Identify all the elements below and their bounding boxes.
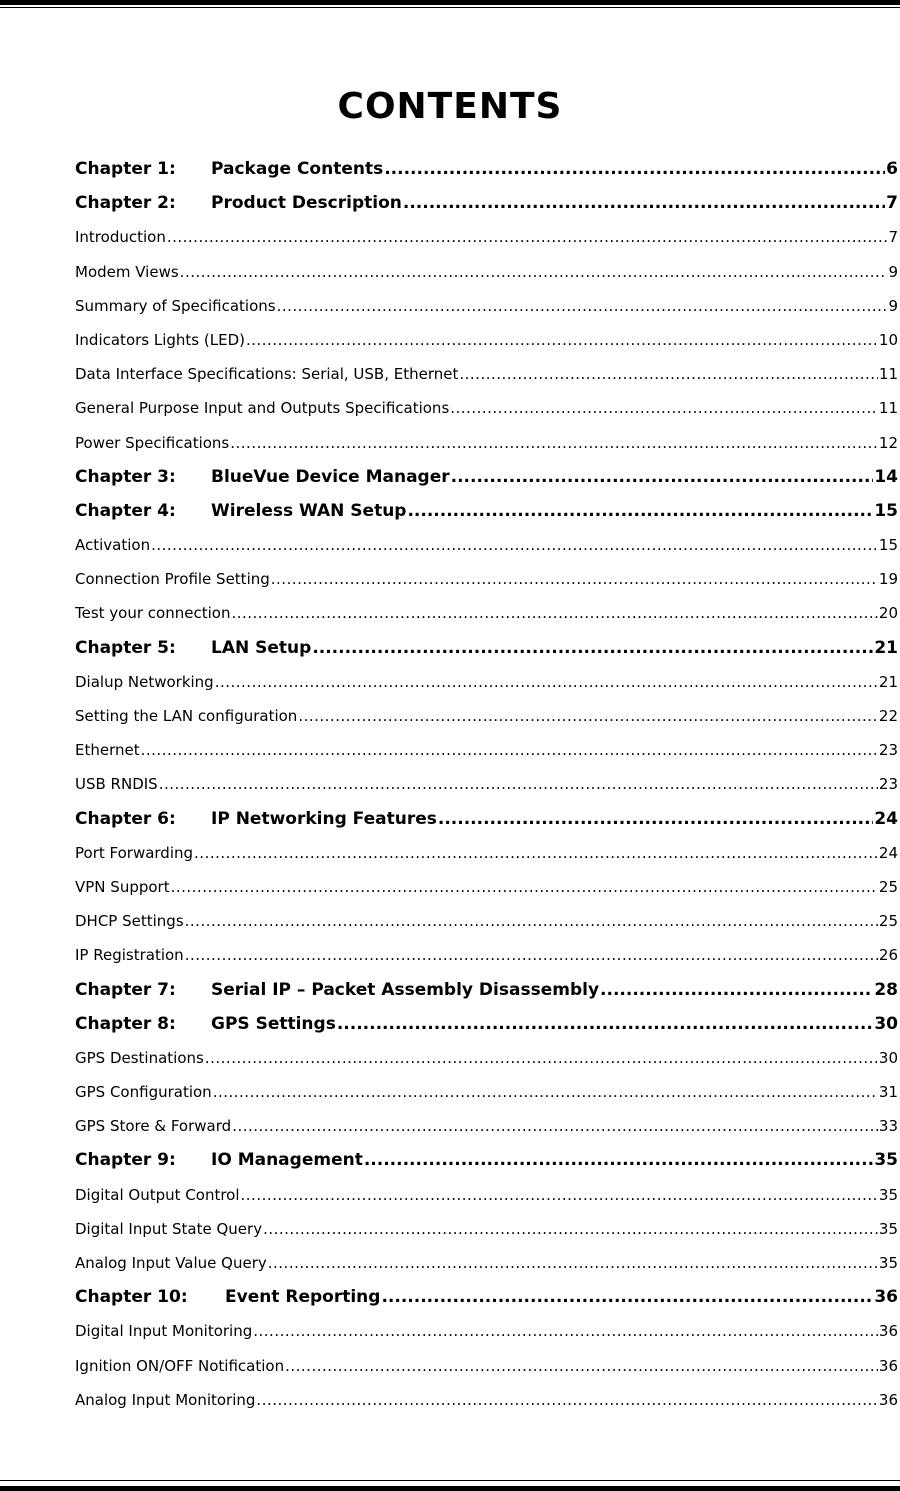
- dot-leader: [285, 1349, 878, 1383]
- dot-leader: [185, 938, 878, 972]
- chapter-number: Chapter 1:: [75, 159, 176, 179]
- dot-leader: [194, 836, 878, 870]
- dot-leader: [215, 665, 878, 699]
- page-number: 36: [874, 1287, 898, 1308]
- page-number: 35: [878, 1185, 898, 1204]
- page-number: 35: [878, 1219, 898, 1238]
- section-title: Setting the LAN configuration: [75, 707, 298, 725]
- toc-section-ignition-notification[interactable]: [75, 1349, 898, 1383]
- dot-leader: [180, 255, 888, 289]
- page-number: 24: [874, 808, 898, 829]
- page-number: 7: [886, 193, 898, 214]
- toc-section-summary-of-specifications[interactable]: [75, 289, 898, 323]
- section-title: Summary of Specifications: [75, 296, 276, 315]
- dot-leader: [205, 1041, 878, 1075]
- page-number: 24: [878, 843, 898, 862]
- toc-section-connection-profile[interactable]: [75, 562, 898, 596]
- chapter-number: Chapter 6:: [75, 808, 176, 829]
- toc-section-ip-registration[interactable]: [75, 938, 898, 972]
- dot-leader: [256, 1383, 877, 1417]
- section-title: Introduction: [75, 228, 166, 247]
- page-number: 36: [878, 1322, 898, 1341]
- dot-leader: [364, 1143, 873, 1177]
- chapter-title: Event Reporting: [225, 1287, 381, 1308]
- dot-leader: [241, 1178, 878, 1212]
- page-number: 19: [878, 570, 898, 589]
- toc-section-modem-views[interactable]: [75, 255, 898, 289]
- page-number: 25: [878, 912, 898, 931]
- dot-leader: [167, 220, 888, 254]
- dot-leader: [438, 802, 873, 836]
- section-title: Digital Input State Query: [75, 1219, 263, 1238]
- section-title: Analog Input Value Query: [75, 1254, 267, 1272]
- chapter-number: Chapter 10:: [75, 1287, 188, 1308]
- page-number: 11: [878, 399, 898, 418]
- page-number: 35: [878, 1254, 898, 1272]
- page-number: 21: [878, 672, 898, 691]
- page-number: 22: [878, 707, 898, 725]
- page-number: 12: [878, 433, 898, 452]
- dot-leader: [384, 152, 885, 186]
- toc-section-indicator-lights[interactable]: [75, 323, 898, 357]
- toc-chapter-9[interactable]: [75, 1143, 898, 1177]
- toc-section-gpio-specifications[interactable]: [75, 391, 898, 425]
- toc-section-test-connection[interactable]: [75, 596, 898, 630]
- toc-section-activation[interactable]: [75, 528, 898, 562]
- chapter-number: Chapter 4:: [75, 500, 176, 521]
- toc-chapter-7[interactable]: [75, 973, 898, 1007]
- dot-leader: [263, 1212, 878, 1246]
- toc-section-analog-input-monitoring[interactable]: [75, 1383, 898, 1417]
- page-number: 23: [878, 741, 898, 760]
- section-title: Test your connection: [75, 604, 231, 623]
- top-rule: [0, 0, 900, 8]
- dot-leader: [253, 1314, 878, 1348]
- dot-leader: [246, 323, 878, 357]
- toc-section-power-specifications[interactable]: [75, 426, 898, 460]
- table-of-contents: [75, 152, 898, 1417]
- page-number: 30: [878, 1048, 898, 1067]
- toc-section-dhcp-settings[interactable]: [75, 904, 898, 938]
- chapter-title: IO Management: [211, 1150, 363, 1171]
- section-title: Digital Output Control: [75, 1185, 240, 1204]
- toc-chapter-3[interactable]: [75, 460, 898, 494]
- dot-leader: [213, 1075, 878, 1109]
- page-number: 6: [886, 159, 898, 179]
- toc-section-introduction[interactable]: [75, 220, 898, 254]
- chapter-number: Chapter 9:: [75, 1150, 176, 1171]
- chapter-title: LAN Setup: [211, 637, 312, 658]
- chapter-number: Chapter 5:: [75, 637, 176, 658]
- page-number: 21: [874, 637, 898, 658]
- toc-section-data-interface[interactable]: [75, 357, 898, 391]
- section-title: GPS Destinations: [75, 1048, 204, 1067]
- page-title: CONTENTS: [337, 86, 563, 127]
- page-number: 9: [888, 296, 898, 315]
- toc-section-usb-rndis[interactable]: [75, 767, 898, 801]
- section-title: Dialup Networking: [75, 672, 214, 691]
- section-title: Analog Input Monitoring: [75, 1390, 256, 1409]
- page-number: 14: [874, 466, 898, 487]
- toc-chapter-5[interactable]: [75, 631, 898, 665]
- section-title: Digital Input Monitoring: [75, 1322, 253, 1341]
- section-title: Activation: [75, 536, 151, 555]
- section-title: GPS Configuration: [75, 1083, 212, 1102]
- page-number: 15: [878, 536, 898, 555]
- dot-leader: [403, 186, 885, 220]
- toc-chapter-10[interactable]: [75, 1280, 898, 1314]
- dot-leader: [451, 460, 874, 494]
- toc-section-digital-input-state-query[interactable]: [75, 1212, 898, 1246]
- toc-section-dialup-networking[interactable]: [75, 665, 898, 699]
- dot-leader: [271, 562, 878, 596]
- page-number: 9: [888, 262, 898, 281]
- section-title: Port Forwarding: [75, 843, 194, 862]
- dot-leader: [337, 1007, 874, 1041]
- dot-leader: [159, 767, 878, 801]
- dot-leader: [381, 1280, 873, 1314]
- page-number: 15: [874, 500, 898, 521]
- chapter-title: IP Networking Features: [211, 808, 437, 829]
- chapter-number: Chapter 7:: [75, 979, 176, 1000]
- section-title: Indicators Lights (LED): [75, 330, 245, 349]
- dot-leader: [459, 357, 878, 391]
- dot-leader: [268, 1246, 878, 1280]
- toc-section-gps-configuration[interactable]: [75, 1075, 898, 1109]
- page-number: 33: [878, 1117, 898, 1136]
- section-title: Connection Profile Setting: [75, 570, 270, 589]
- toc-section-gps-destinations[interactable]: [75, 1041, 898, 1075]
- section-title: Data Interface Specifications: Serial, USB, Ethernet: [75, 365, 459, 384]
- chapter-number: Chapter 8:: [75, 1013, 176, 1034]
- dot-leader: [232, 1109, 878, 1143]
- dot-leader: [600, 973, 873, 1007]
- page-number: 20: [878, 604, 898, 623]
- toc-chapter-6[interactable]: [75, 802, 898, 836]
- dot-leader: [450, 391, 878, 425]
- section-title: GPS Store & Forward: [75, 1117, 232, 1136]
- toc-section-lan-configuration[interactable]: [75, 699, 898, 733]
- dot-leader: [230, 426, 878, 460]
- section-title: DHCP Settings: [75, 912, 184, 931]
- bottom-rule: [0, 1480, 900, 1491]
- page-number: 31: [878, 1083, 898, 1102]
- chapter-title: GPS Settings: [211, 1013, 336, 1034]
- page-number: 11: [878, 365, 898, 384]
- toc-section-gps-store-forward[interactable]: [75, 1109, 898, 1143]
- toc-section-digital-input-monitoring[interactable]: [75, 1314, 898, 1348]
- toc-section-analog-input-value-query[interactable]: [75, 1246, 898, 1280]
- section-title: IP Registration: [75, 946, 184, 965]
- dot-leader: [298, 699, 878, 733]
- page-number: 23: [878, 775, 898, 794]
- dot-leader: [277, 289, 888, 323]
- section-title: Ignition ON/OFF Notification: [75, 1356, 285, 1375]
- toc-chapter-4[interactable]: [75, 494, 898, 528]
- dot-leader: [171, 870, 878, 904]
- page-number: 36: [878, 1356, 898, 1375]
- chapter-title: Serial IP – Packet Assembly Disassembly: [211, 979, 600, 1000]
- dot-leader: [151, 528, 878, 562]
- dot-leader: [407, 494, 873, 528]
- page-number: 7: [888, 228, 898, 247]
- chapter-title: Package Contents: [211, 159, 384, 179]
- toc-section-port-forwarding[interactable]: [75, 836, 898, 870]
- dot-leader: [312, 631, 873, 665]
- toc-section-vpn-support[interactable]: [75, 870, 898, 904]
- page-number: 35: [874, 1150, 898, 1171]
- toc-chapter-2[interactable]: [75, 186, 898, 220]
- page-number: 28: [874, 979, 898, 1000]
- page-number: 25: [878, 877, 898, 896]
- page-number: 36: [878, 1390, 898, 1409]
- page-number: 10: [878, 330, 898, 349]
- chapter-title: BlueVue Device Manager: [211, 466, 450, 487]
- section-title: General Purpose Input and Outputs Specifications: [75, 399, 450, 418]
- section-title: Modem Views: [75, 262, 179, 281]
- section-title: Power Specifications: [75, 433, 230, 452]
- chapter-number: Chapter 2:: [75, 193, 176, 214]
- dot-leader: [231, 596, 877, 630]
- chapter-title: Wireless WAN Setup: [211, 500, 407, 521]
- toc-chapter-8[interactable]: [75, 1007, 898, 1041]
- chapter-number: Chapter 3:: [75, 466, 176, 487]
- toc-section-ethernet[interactable]: [75, 733, 898, 767]
- toc-chapter-1[interactable]: [75, 152, 898, 186]
- section-title: Ethernet: [75, 741, 140, 760]
- section-title: VPN Support: [75, 877, 170, 896]
- dot-leader: [141, 733, 878, 767]
- page-number: 26: [878, 946, 898, 965]
- page-number: 30: [874, 1013, 898, 1034]
- chapter-title: Product Description: [211, 193, 402, 214]
- section-title: USB RNDIS: [75, 775, 158, 794]
- toc-section-digital-output-control[interactable]: [75, 1178, 898, 1212]
- dot-leader: [185, 904, 878, 938]
